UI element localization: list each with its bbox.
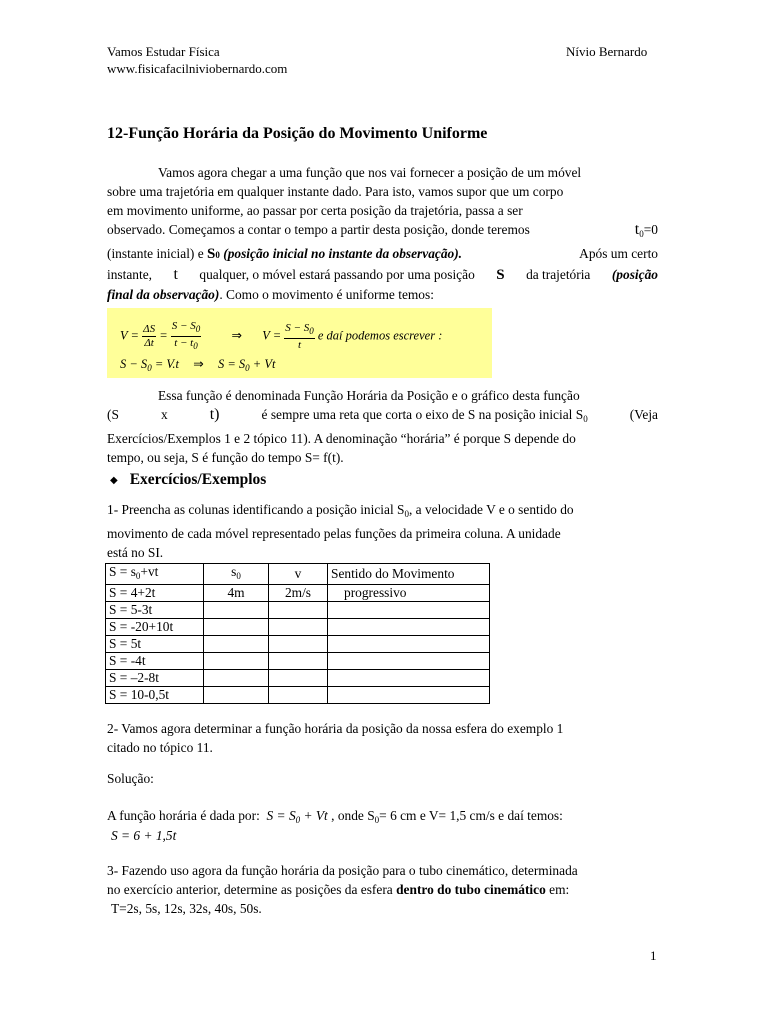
delta-fraction bbox=[142, 323, 156, 350]
table-cell-s0 bbox=[204, 670, 269, 687]
ex3-line-2a: no exercício anterior, determine as posições da esfera bbox=[107, 882, 393, 897]
table-cell-function: S = 4+2t bbox=[106, 585, 204, 602]
line2-d: + Vt bbox=[249, 357, 276, 371]
den1: t − t bbox=[174, 337, 194, 349]
t0-symbol: t bbox=[634, 221, 640, 238]
formula-line-1 bbox=[120, 320, 442, 353]
ex1-sub: 0 bbox=[404, 509, 409, 519]
table-row bbox=[106, 687, 490, 704]
table-cell-direction bbox=[328, 670, 490, 687]
table-cell-s0: 4m bbox=[204, 585, 269, 602]
solution-label: Solução: bbox=[107, 771, 154, 786]
equals-sign: = bbox=[159, 328, 168, 343]
ex2-result-formula: S = 6 + 1,5t bbox=[111, 828, 177, 843]
intro-line-6-end: (posição bbox=[611, 267, 658, 282]
table-cell-s0 bbox=[204, 653, 269, 670]
intro-line-1: Vamos agora chegar a uma função que nos vai fornecer a posição de um móvel bbox=[158, 165, 582, 180]
formula-text: e daí podemos escrever : bbox=[317, 328, 443, 343]
s0-subscript: 0 bbox=[215, 250, 220, 260]
intro-line-2: sobre uma trajetória em qualquer instante dado. Para isto, vamos supor que um corpo bbox=[107, 184, 564, 199]
num2-sub: 0 bbox=[309, 325, 314, 336]
s0-symbol: S bbox=[207, 246, 216, 262]
v-lhs: V = bbox=[120, 328, 139, 343]
explain-line-4: tempo, ou seja, S é função do tempo S= f(t). bbox=[107, 450, 344, 465]
fraction-2 bbox=[284, 322, 314, 352]
line2-a: S − S bbox=[120, 357, 148, 371]
intro-line-5-text: (instante inicial) e bbox=[107, 246, 204, 261]
header-author: Nívio Bernardo bbox=[566, 44, 648, 59]
table-cell-v bbox=[269, 653, 328, 670]
implies-arrow-1: ⇒ bbox=[231, 328, 242, 343]
ex2-s0-sub: 0 bbox=[374, 815, 380, 825]
table-cell-s0 bbox=[204, 636, 269, 653]
table-row bbox=[106, 619, 490, 636]
header-s-eq: S = s bbox=[109, 564, 136, 579]
final-position-note: final da observação) bbox=[107, 287, 220, 302]
page-number: 1 bbox=[650, 948, 657, 963]
table-cell-s0 bbox=[204, 687, 269, 704]
ex2-line-3a: A função horária é dada por: bbox=[107, 808, 260, 823]
ex2-line-3c: = 6 cm e V= 1,5 cm/s e daí temos: bbox=[379, 808, 563, 823]
intro-paragraph bbox=[107, 163, 658, 304]
section-title: Exercícios/Exemplos bbox=[129, 471, 267, 488]
table-cell-function: S = -4t bbox=[106, 653, 204, 670]
table-row bbox=[106, 670, 490, 687]
delta-s: ΔS bbox=[143, 323, 156, 335]
explain-line-2-text: é sempre uma reta que corta o eixo de S na posição inicial S bbox=[261, 407, 584, 422]
exercise-3-text bbox=[107, 861, 658, 918]
explain-t: t) bbox=[209, 406, 220, 423]
table-cell-direction bbox=[328, 602, 490, 619]
table-row bbox=[106, 636, 490, 653]
section-heading bbox=[110, 471, 266, 489]
line2-b: = V.t bbox=[151, 357, 179, 371]
table-cell-v bbox=[269, 687, 328, 704]
line2-sub: 0 bbox=[147, 363, 152, 373]
s0-description: (posição inicial no instante da observação). bbox=[223, 246, 463, 261]
explain-line-1: Essa função é denominada Função Horária da Posição e o gráfico desta função bbox=[158, 388, 580, 403]
t0-expression bbox=[635, 220, 658, 244]
ex1-line-1 bbox=[107, 500, 658, 524]
table-cell-function: S = 5-3t bbox=[106, 602, 204, 619]
ex1-line-1a: 1- Preencha as colunas identificando a posição inicial S bbox=[107, 502, 405, 517]
table-cell-direction bbox=[328, 636, 490, 653]
header-website: www.fisicafacilniviobernardo.com bbox=[107, 61, 288, 76]
explain-line-3: Exercícios/Exemplos 1 e 2 tópico 11). A denominação “horária” é porque S depende do bbox=[107, 431, 576, 446]
intro-line-6 bbox=[107, 265, 658, 285]
ex2-formula-a: S = S bbox=[266, 808, 296, 823]
table-cell-direction bbox=[328, 687, 490, 704]
intro-line-4-text: observado. Começamos a contar o tempo a partir desta posição, donde teremos bbox=[107, 222, 530, 237]
intro-line-4 bbox=[107, 220, 658, 244]
ex2-line-2: citado no tópico 11. bbox=[107, 740, 213, 755]
header-direction: Sentido do Movimento bbox=[328, 564, 490, 585]
table-cell-v bbox=[269, 602, 328, 619]
formula-line-2 bbox=[120, 356, 275, 373]
ex2-formula bbox=[267, 808, 328, 823]
table-cell-function: S = 10-0,5t bbox=[106, 687, 204, 704]
header-function bbox=[106, 564, 204, 585]
ex1-line-3: está no SI. bbox=[107, 545, 164, 560]
explain-paragraph bbox=[107, 386, 658, 467]
t0-subscript: 0 bbox=[639, 229, 644, 239]
intro-line-3: em movimento uniforme, ao passar por certa posição da trajetória, passa a ser bbox=[107, 203, 523, 218]
ex3-line-2 bbox=[107, 880, 658, 899]
ex2-formula-b: + Vt bbox=[300, 808, 328, 823]
num2: S − S bbox=[285, 321, 310, 334]
explain-s: (S bbox=[107, 407, 119, 422]
ex2-line-1: 2- Vamos agora determinar a função horária da posição da nossa esfera do exemplo 1 bbox=[107, 721, 564, 736]
v-lhs-2: V = bbox=[262, 328, 282, 343]
intro-line-7-text: . Como o movimento é uniforme temos: bbox=[219, 287, 434, 302]
explain-line-2-mid bbox=[262, 405, 588, 429]
s-symbol: S bbox=[496, 267, 505, 283]
ex1-line-1b: , a velocidade V e o sentido do bbox=[408, 502, 574, 517]
exercise-2-text bbox=[107, 719, 658, 757]
page-title: 12-Função Horária da Posição do Movimento Uniforme bbox=[107, 125, 488, 142]
fraction-1-numerator bbox=[171, 320, 201, 337]
explain-line-2-end: (Veja bbox=[629, 407, 658, 422]
formula-box bbox=[107, 308, 492, 378]
t0-value: =0 bbox=[643, 222, 658, 237]
num1: S − S bbox=[171, 320, 196, 332]
header-s0-s: s bbox=[231, 564, 237, 579]
num1-sub: 0 bbox=[195, 324, 201, 334]
diamond-bullet-icon: ◆ bbox=[110, 474, 118, 486]
header-vt: +vt bbox=[140, 564, 159, 579]
ex3-line-3: T=2s, 5s, 12s, 32s, 40s, 50s. bbox=[111, 901, 262, 916]
intro-line-7 bbox=[107, 285, 658, 304]
table-cell-v bbox=[269, 670, 328, 687]
header-v: v bbox=[269, 564, 328, 585]
table-cell-s0 bbox=[204, 619, 269, 636]
den1-sub: 0 bbox=[193, 341, 198, 351]
table-cell-v bbox=[269, 636, 328, 653]
den2: t bbox=[297, 338, 302, 351]
ex3-line-2c: em: bbox=[549, 882, 570, 897]
line2-c-sub: 0 bbox=[245, 363, 250, 373]
ex3-line-1: 3- Fazendo uso agora da função horária da posição para o tubo cinemático, determinada bbox=[107, 863, 578, 878]
fraction-1-denominator bbox=[171, 337, 201, 353]
intro-line-5 bbox=[107, 244, 658, 265]
intro-line-5-end: Após um certo bbox=[579, 246, 658, 261]
ex1-line-2: movimento de cada móvel representado pelas funções da primeira coluna. A unidade bbox=[107, 526, 561, 541]
explain-line-2 bbox=[107, 405, 658, 429]
exercise-1-text bbox=[107, 500, 658, 562]
delta-t: Δt bbox=[144, 337, 154, 349]
table-row bbox=[106, 585, 490, 602]
table-cell-direction bbox=[328, 619, 490, 636]
table-cell-direction: progressivo bbox=[328, 585, 490, 602]
explain-s0-sub: 0 bbox=[583, 414, 588, 424]
table-cell-function: S = –2-8t bbox=[106, 670, 204, 687]
table-cell-direction bbox=[328, 653, 490, 670]
intro-line-6-start: instante, bbox=[107, 267, 152, 282]
header-s0-sub: 0 bbox=[236, 571, 241, 581]
table-row bbox=[106, 602, 490, 619]
explain-x: x bbox=[160, 407, 168, 422]
ex2-formula-sub: 0 bbox=[295, 815, 301, 825]
table-row bbox=[106, 653, 490, 670]
implies-arrow-2: ⇒ bbox=[193, 357, 204, 371]
ex3-bold-text: dentro do tubo cinemático bbox=[396, 882, 546, 897]
table-header-row bbox=[106, 564, 490, 585]
header-left-title: Vamos Estudar Física bbox=[107, 44, 220, 59]
t-symbol: t bbox=[173, 266, 178, 283]
line2-c: S = S bbox=[217, 357, 246, 371]
table-cell-function: S = -20+10t bbox=[106, 619, 204, 636]
table-cell-v: 2m/s bbox=[269, 585, 328, 602]
header-s0 bbox=[204, 564, 269, 585]
intro-line-6-mid: qualquer, o móvel estará passando por uma posição bbox=[199, 267, 475, 282]
header-s-sub: 0 bbox=[135, 571, 141, 581]
fraction-1 bbox=[171, 320, 201, 353]
ex2-line-3b: , onde S bbox=[331, 808, 375, 823]
exercise-table bbox=[105, 563, 490, 704]
table-cell-function: S = 5t bbox=[106, 636, 204, 653]
fraction-2-numerator bbox=[284, 322, 314, 339]
table-cell-v bbox=[269, 619, 328, 636]
table-cell-s0 bbox=[204, 602, 269, 619]
intro-line-6-text: da trajetória bbox=[526, 267, 591, 282]
